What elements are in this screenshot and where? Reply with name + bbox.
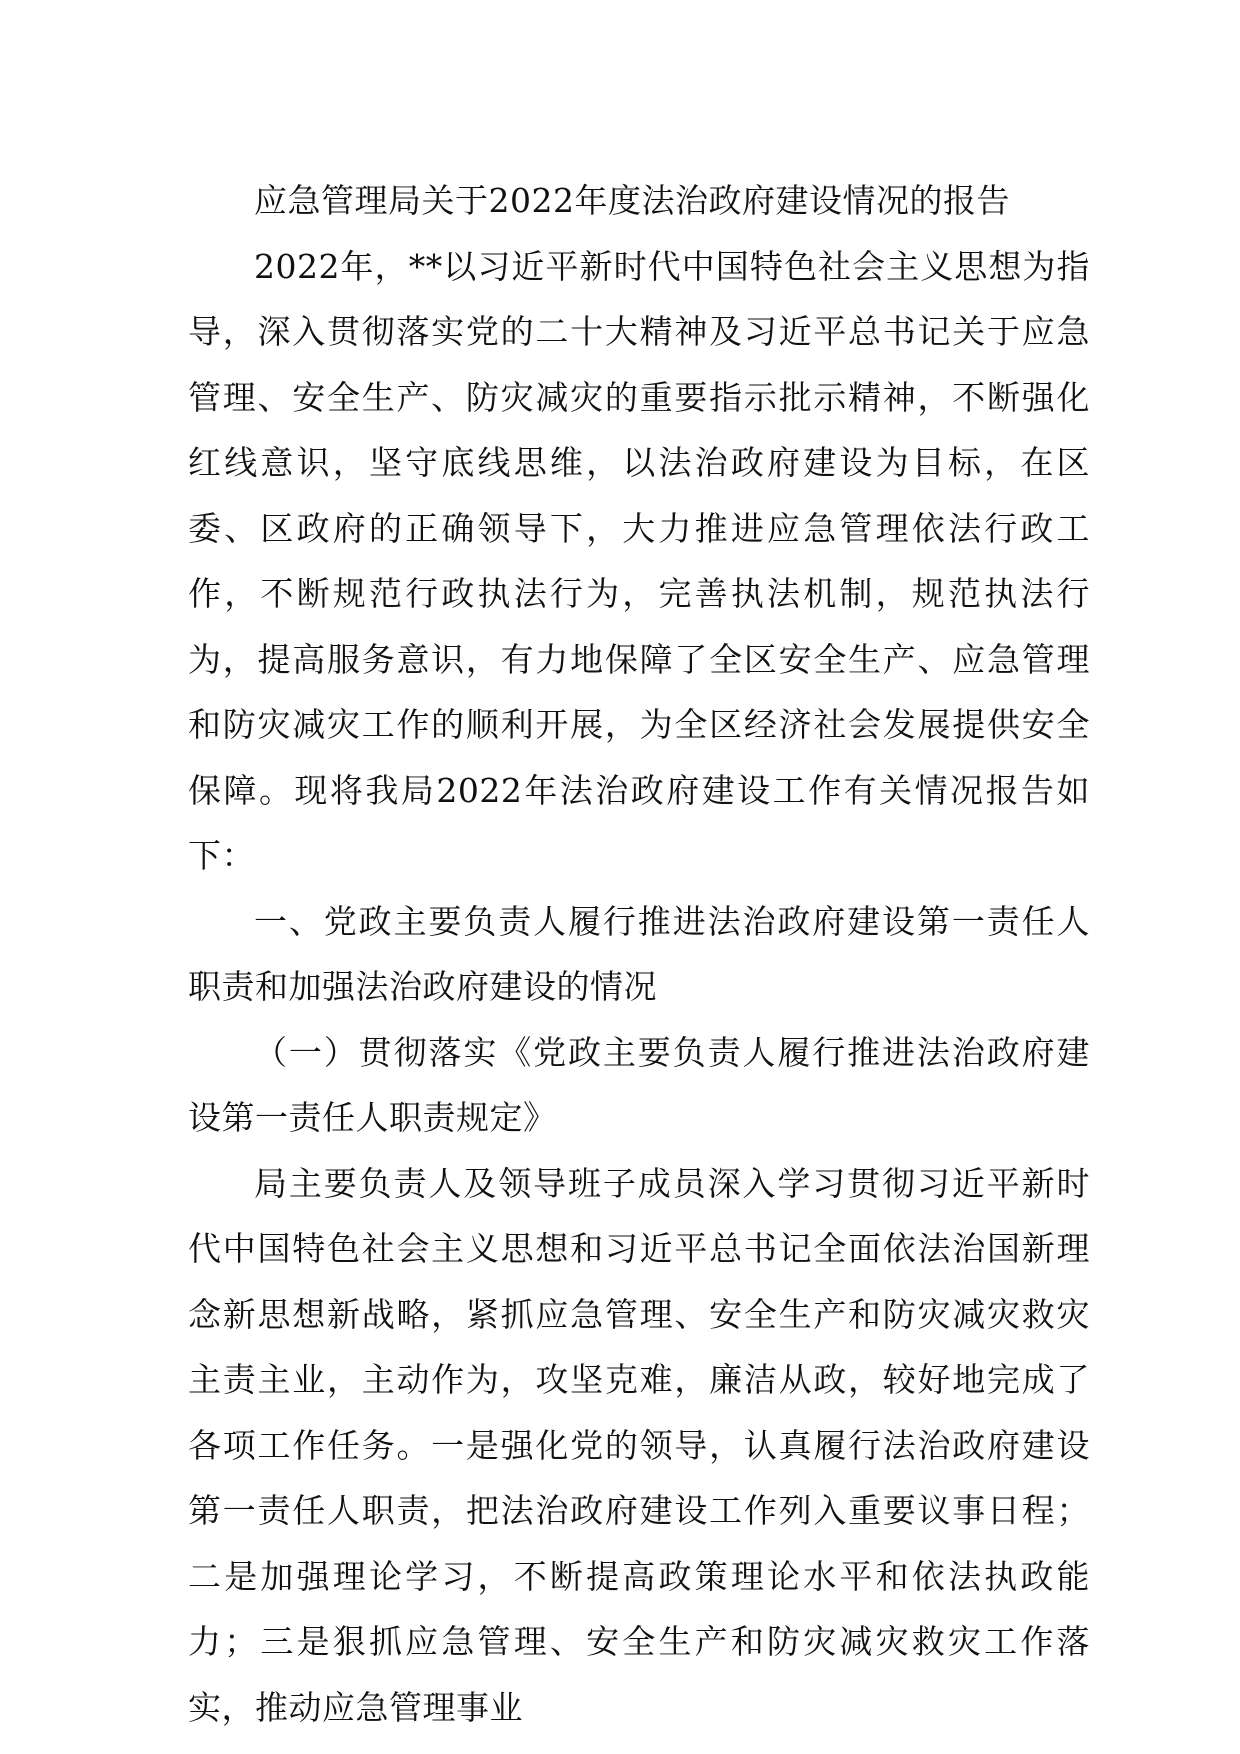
paragraph-body-1: 局主要负责人及领导班子成员深入学习贯彻习近平新时代中国特色社会主义思想和习近平总书记全面依法治国新理念新思想新战略，紧抓应急管理、安全生产和防灾减灾救灾主责主业，主动作为，攻坚克难，廉洁从政，较好地完成了各项工作任务。一是强化党的领导，认真履行法治政府建设第一责任人职责，把法治政府建设工作列入重要议事日程；二是加强理论学习，不断提高政策理论水平和依法执政能力；三是狠抓应急管理、安全生产和防灾减灾救灾工作落实，推动应急管理事业 bbox=[188, 1163, 1090, 1727]
paragraph-intro: 2022年，**以习近平新时代中国特色社会主义思想为指导，深入贯彻落实党的二十大精神及习近平总书记关于应急管理、安全生产、防灾减灾的重要指示批示精神，不断强化红线意识，坚守底线思维，以法治政府建设为目标，在区委、区政府的正确领导下，大力推进应急管理依法行政工作，不断规范行政执法行为，完善执法机制，规范执法行为，提高服务意识，有力地保障了全区安全生产、应急管理和防灾减灾工作的顺利开展，为全区经济社会发展提供安全保障。现将我局2022年法治政府建设工作有关情况报告如下： bbox=[188, 246, 1090, 875]
document-body bbox=[188, 168, 1090, 1740]
document-title: 应急管理局关于2022年度法治政府建设情况的报告 bbox=[254, 181, 1010, 220]
subsection-heading-1: （一）贯彻落实《党政主要负责人履行推进法治政府建设第一责任人职责规定》 bbox=[188, 1032, 1090, 1137]
section-heading-1: 一、党政主要负责人履行推进法治政府建设第一责任人职责和加强法治政府建设的情况 bbox=[188, 901, 1090, 1006]
